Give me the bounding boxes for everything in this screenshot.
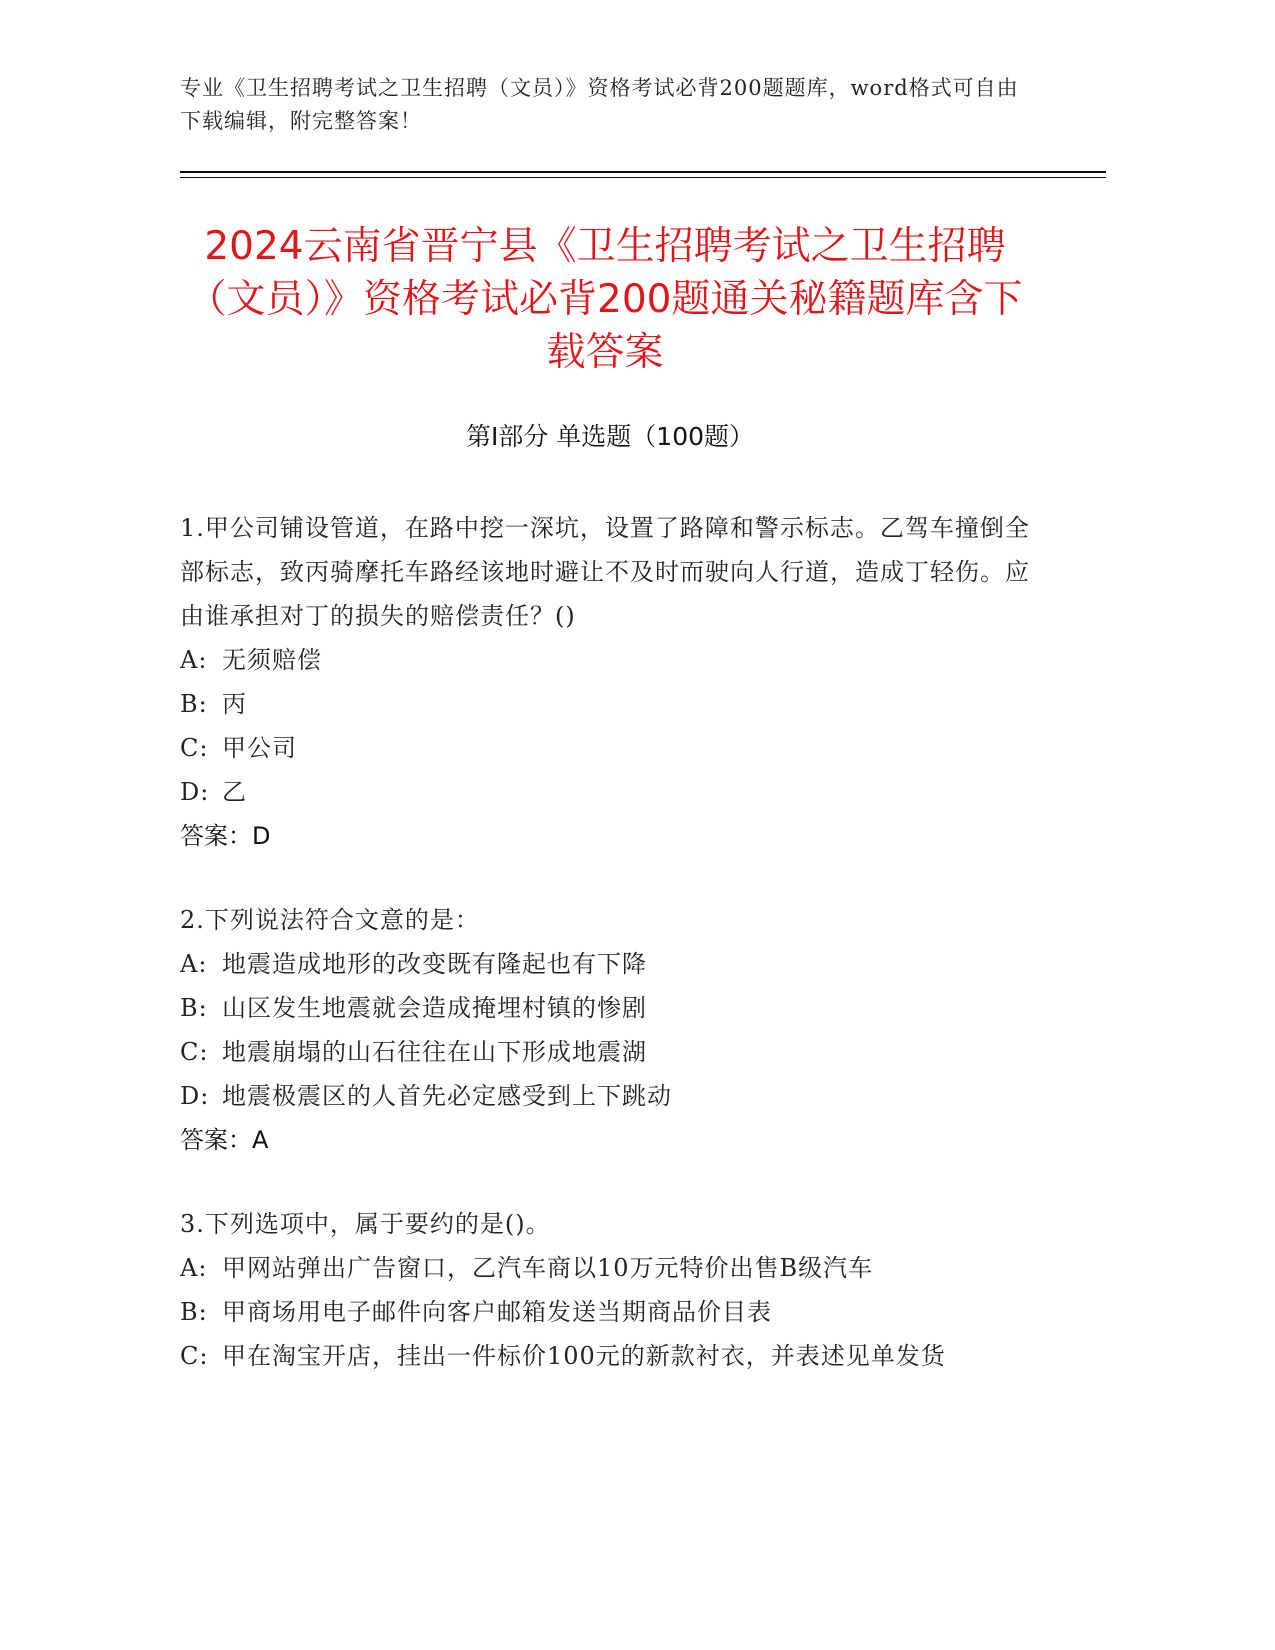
option-c bbox=[180, 1334, 1050, 1378]
option-text: 山区发生地震就会造成掩埋村镇的惨剧 bbox=[222, 994, 647, 1022]
question-1 bbox=[180, 506, 1050, 858]
header-rule-thick bbox=[180, 171, 1106, 173]
option-a bbox=[180, 638, 1050, 682]
option-key: D: bbox=[180, 778, 210, 806]
option-key: B: bbox=[180, 690, 208, 718]
option-key: D: bbox=[180, 1082, 210, 1110]
option-text: 甲商场用电子邮件向客户邮箱发送当期商品价目表 bbox=[222, 1298, 772, 1326]
answer-line: 答案：D bbox=[180, 822, 271, 850]
option-key: C: bbox=[180, 1342, 209, 1370]
option-text: 丙 bbox=[222, 690, 247, 718]
question-2 bbox=[180, 898, 1050, 1162]
option-key: C: bbox=[180, 734, 209, 762]
header-note: 专业《卫生招聘考试之卫生招聘（文员）》资格考试必背200题题库，word格式可自由下载编辑，附完整答案！ bbox=[180, 76, 1019, 133]
section-heading: 第Ⅰ部分 单选题（100题） bbox=[465, 422, 755, 451]
option-key: C: bbox=[180, 1038, 209, 1066]
question-stem: 2.下列说法符合文意的是： bbox=[180, 906, 480, 934]
option-text: 地震造成地形的改变既有隆起也有下降 bbox=[222, 950, 647, 978]
document-title: 2024云南省晋宁县《卫生招聘考试之卫生招聘（文员）》资格考试必背200题通关秘籍题库含下载答案 bbox=[187, 224, 1023, 375]
option-key: A: bbox=[180, 950, 208, 978]
option-text: 地震极震区的人首先必定感受到上下跳动 bbox=[222, 1082, 672, 1110]
question-list bbox=[180, 506, 1050, 1418]
option-key: B: bbox=[180, 1298, 208, 1326]
option-text: 乙 bbox=[222, 778, 247, 806]
option-a bbox=[180, 1246, 1050, 1290]
option-c bbox=[180, 1030, 1050, 1074]
option-text: 无须赔偿 bbox=[222, 646, 322, 674]
option-key: A: bbox=[180, 1254, 208, 1282]
question-stem: 1.甲公司铺设管道，在路中挖一深坑，设置了路障和警示标志。乙驾车撞倒全部标志，致丙骑摩托车路经该地时避让不及时而驶向人行道，造成丁轻伤。应由谁承担对丁的损失的赔偿责任？() bbox=[180, 514, 1030, 630]
option-text: 甲公司 bbox=[222, 734, 297, 762]
option-d bbox=[180, 770, 1050, 814]
option-text: 甲网站弹出广告窗口，乙汽车商以10万元特价出售B级汽车 bbox=[222, 1254, 874, 1282]
question-stem: 3.下列选项中，属于要约的是()。 bbox=[180, 1210, 551, 1238]
header-rule-thin bbox=[180, 177, 1106, 178]
option-a bbox=[180, 942, 1050, 986]
question-3 bbox=[180, 1202, 1050, 1378]
answer-line: 答案：A bbox=[180, 1126, 269, 1154]
option-b bbox=[180, 1290, 1050, 1334]
option-key: B: bbox=[180, 994, 208, 1022]
option-c bbox=[180, 726, 1050, 770]
option-text: 甲在淘宝开店，挂出一件标价100元的新款衬衣，并表述见单发货 bbox=[222, 1342, 946, 1370]
option-b bbox=[180, 986, 1050, 1030]
option-b bbox=[180, 682, 1050, 726]
option-key: A: bbox=[180, 646, 208, 674]
option-text: 地震崩塌的山石往往在山下形成地震湖 bbox=[222, 1038, 647, 1066]
option-d bbox=[180, 1074, 1050, 1118]
